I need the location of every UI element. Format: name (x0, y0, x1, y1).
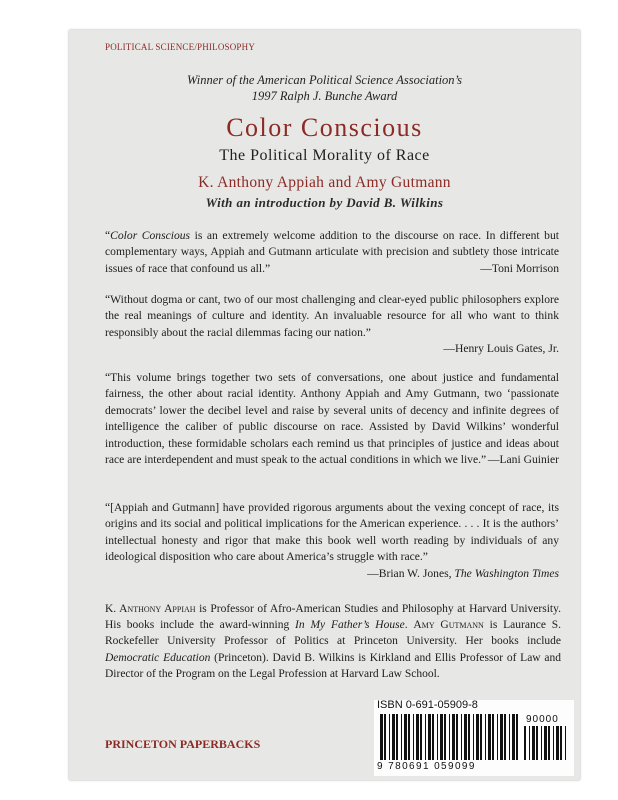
barcode-bar (524, 726, 526, 760)
barcode-bar (420, 714, 422, 760)
author-biographies (105, 601, 561, 682)
blurb-guinier (105, 370, 559, 468)
blurb-attribution: —Lani Guinier (487, 453, 559, 467)
barcode-bar (380, 714, 383, 760)
barcode-bar (565, 726, 566, 760)
blurb-text: This volume brings together two sets of conversations, one about justice and fundamental fairness, the other about racial identity. Anthony Appiah and Amy Gutmann, two ‘passionate democrats’ lower the decibel level and raise by several units of decency and infinite degrees of intelligence the caliber of public discourse on race. Assisted by David Wilkins’ wonderful introduction, these formidable scholars each remind us that principles of justice and ideas about race are interdependent and must speak to the actual conditions in which we live.” (105, 371, 559, 467)
barcode-bar (536, 726, 538, 760)
price-barcode (524, 726, 570, 760)
barcode-bar (485, 714, 486, 760)
barcode-bar (440, 714, 443, 760)
blurb-gates (105, 292, 559, 358)
blurb-text: [Appiah and Gutmann] have provided rigorous arguments about the vexing concept of race, its origins and its social and political implications for the American experience. . . . It is the authors’ intellectual honesty and rigor that make this book well worth reading by individuals of any ideological disposition who care about America’s struggle with race.” (105, 501, 559, 564)
barcode-bar (408, 714, 410, 760)
barcode-bar (437, 714, 438, 760)
barcode-bar (425, 714, 426, 760)
barcode-bar (500, 714, 503, 760)
barcode-bar (532, 726, 535, 760)
price-code: 90000 (526, 714, 559, 725)
barcode-bar (428, 714, 431, 760)
barcode-bar (529, 726, 530, 760)
barcode-bar (432, 714, 434, 760)
bio-gutmann-book: Democratic Education (105, 651, 211, 664)
blurb-italic-title: Color Conscious (110, 229, 191, 242)
book-authors: K. Anthony Appiah and Amy Gutmann (198, 174, 451, 191)
book-back-cover (69, 30, 580, 780)
barcode-bar (480, 714, 482, 760)
blurb-text: is an extremely welcome addition to the discourse on race. In different but complementary ways, Appiah and Gutmann articulate with precision and subtlety those intricate issues of race that confound us all.” (105, 229, 559, 275)
barcode-bar (413, 714, 414, 760)
blurb-attribution: —Toni Morrison (480, 261, 559, 275)
bio-appiah-book: In My Father’s House (295, 619, 405, 632)
isbn-label: ISBN 0-691-05909-8 (377, 699, 478, 711)
barcode-bar (401, 714, 402, 760)
blurb-open-quote: “ (105, 229, 111, 242)
bio-gutmann-name: Amy Gutmann (413, 619, 484, 632)
bio-appiah-name: K. Anthony Appiah (105, 603, 196, 615)
barcode-bar (404, 714, 407, 760)
blurb-text: Without dogma or cant, two of our most challenging and clear-eyed public philosophers explore the real meanings of culture and identity. An invaluable resource for all who want to think responsibly about the racial dilemmas facing our nation.” (105, 293, 559, 339)
ean-barcode (380, 714, 520, 760)
barcode-bar (464, 714, 467, 760)
barcode-bar (468, 714, 470, 760)
bio-appiah-text: is Professor of Afro-American Studies and Philosophy at Harvard University. His books include the award-winning (105, 603, 561, 632)
barcode-bar (560, 726, 562, 760)
blurb-open-quote: “ (105, 501, 111, 514)
barcode-bar (456, 714, 458, 760)
barcode-bar (488, 714, 491, 760)
publisher-imprint: PRINCETON PAPERBACKS (105, 737, 261, 751)
barcode-bar (389, 714, 390, 760)
barcode-bar (384, 714, 386, 760)
barcode-bar (449, 714, 450, 760)
barcode-bar (509, 714, 510, 760)
barcode-number: 9 780691 059099 (377, 761, 476, 772)
barcode-bar (544, 726, 547, 760)
blurb-attribution-publication: The Washington Times (454, 566, 559, 580)
blurb-jones (105, 500, 559, 582)
barcode-bar (452, 714, 455, 760)
barcode-bar (553, 726, 554, 760)
award-line-2: 1997 Ralph J. Bunche Award (251, 89, 398, 103)
barcode-bar (444, 714, 446, 760)
blurb-open-quote: “ (105, 293, 111, 306)
barcode-bar (548, 726, 550, 760)
bio-gutmann-text: is Laurance S. Rockefeller University Professor of Politics at Princeton University. Her books include (105, 619, 562, 648)
blurb-morrison (105, 228, 559, 277)
barcode-bar (396, 714, 398, 760)
barcode-bar (504, 714, 506, 760)
barcode-bar (392, 714, 395, 760)
bio-gutmann-end: (Princeton). David B. Wilkins is Kirkland and Ellis Professor of Law and Director of the Program on the Legal Profession at Harvard Law School. (105, 651, 561, 680)
blurb-open-quote: “ (105, 371, 111, 384)
barcode-bar (541, 726, 542, 760)
barcode-bar (512, 714, 515, 760)
barcode-area (374, 700, 574, 776)
book-subtitle: The Political Morality of Race (219, 147, 430, 164)
barcode-bar (516, 714, 518, 760)
bio-appiah-end: . (404, 619, 408, 632)
barcode-bar (473, 714, 474, 760)
barcode-bar (461, 714, 462, 760)
category-label: POLITICAL SCIENCE/PHILOSOPHY (105, 42, 256, 52)
award-line-1: Winner of the American Political Science Association’s (187, 73, 462, 87)
book-title: Color Conscious (226, 113, 423, 142)
barcode-bar (556, 726, 559, 760)
introduction-credit: With an introduction by David B. Wilkins (205, 195, 444, 210)
barcode-bar (497, 714, 498, 760)
barcode-bar (476, 714, 479, 760)
barcode-bar (416, 714, 419, 760)
barcode-bar (492, 714, 494, 760)
blurb-attribution: —Henry Louis Gates, Jr. (443, 342, 559, 356)
blurb-attribution: —Brian W. Jones, (367, 566, 455, 580)
